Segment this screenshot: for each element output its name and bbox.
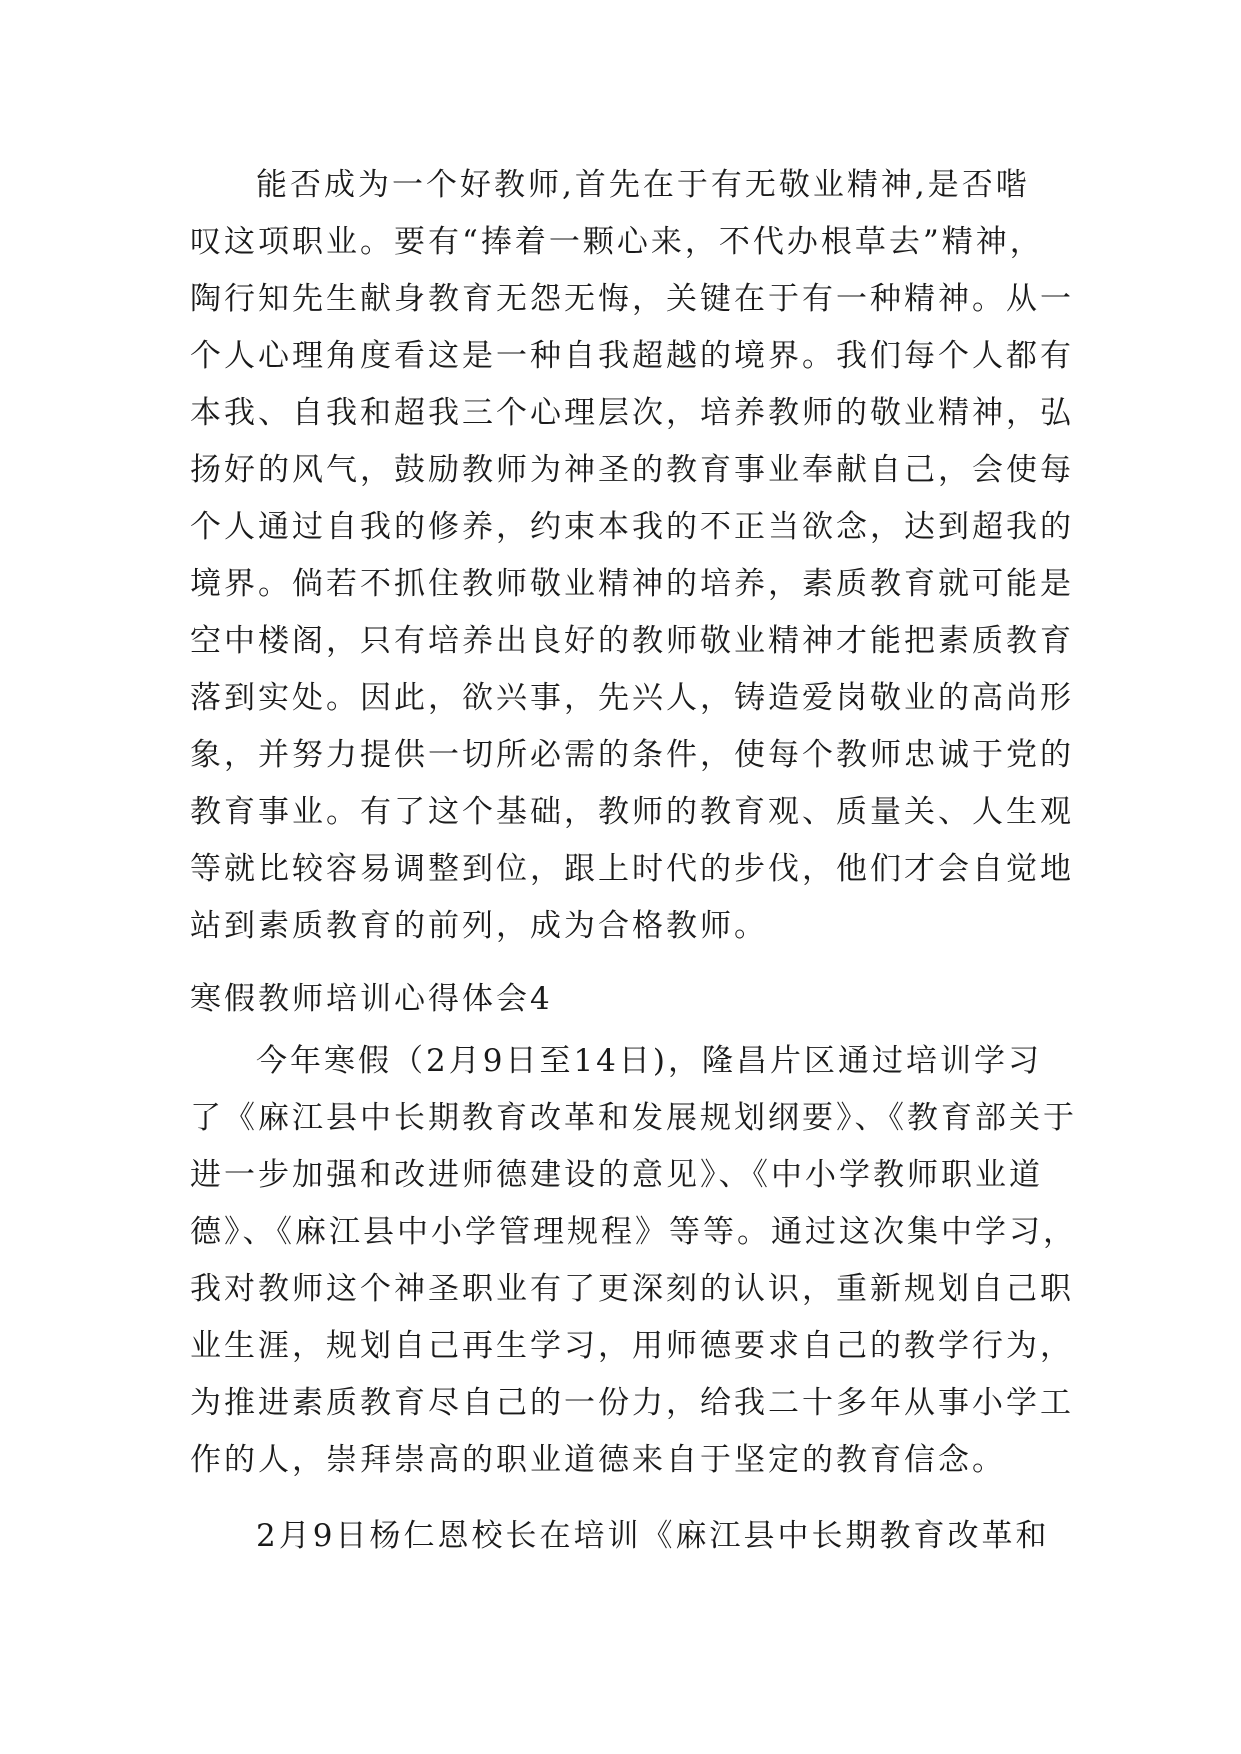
text-line: 为推进素质教育尽自己的一份力，给我二十多年从事小学工 — [190, 1385, 1074, 1421]
text-line: 进一步加强和改进师德建设的意见》、《中小学教师职业道 — [190, 1157, 1043, 1193]
text-line: 叹这项职业。要有“捧着一颗心来，不代办根草去”精神， — [190, 224, 1044, 260]
paragraph-training-day — [190, 1508, 1070, 1565]
text-line: 了《麻江县中长期教育改革和发展规划纲要》、《教育部关于 — [190, 1100, 1077, 1136]
text-line: 2月9日杨仁恩校长在培训《麻江县中长期教育改革和 — [256, 1518, 1050, 1554]
text-line: 扬好的风气，鼓励教师为神圣的教育事业奉献自己，会使每 — [190, 452, 1074, 488]
text-line: 个人心理角度看这是一种自我超越的境界。我们每个人都有 — [190, 338, 1074, 374]
text-line: 境界。倘若不抓住教师敬业精神的培养，素质教育就可能是 — [190, 566, 1074, 602]
text-line: 空中楼阁，只有培养出良好的教师敬业精神才能把素质教育 — [190, 623, 1074, 659]
paragraph-dedication — [190, 157, 1074, 955]
text-line: 等就比较容易调整到位，跟上时代的步伐，他们才会自觉地 — [190, 851, 1074, 887]
text-line: 本我、自我和超我三个心理层次，培养教师的敬业精神，弘 — [190, 395, 1074, 431]
text-line: 站到素质教育的前列，成为合格教师。 — [190, 908, 768, 944]
text-line: 德》、《麻江县中小学管理规程》等等。通过这次集中学习， — [190, 1214, 1077, 1250]
text-line: 我对教师这个神圣职业有了更深刻的认识，重新规划自己职 — [190, 1271, 1074, 1307]
section-heading-text: 寒假教师培训心得体会4 — [190, 981, 553, 1017]
text-line: 作的人，崇拜崇高的职业道德来自于坚定的教育信念。 — [190, 1442, 1006, 1478]
text-line: 个人通过自我的修养，约束本我的不正当欲念，达到超我的 — [190, 509, 1074, 545]
text-line: 今年寒假（2月9日至14日)，隆昌片区通过培训学习 — [256, 1043, 1042, 1079]
text-line: 陶行知先生献身教育无怨无悔，关键在于有一种精神。从一 — [190, 281, 1074, 317]
section-heading — [190, 971, 1070, 1028]
paragraph-winter-training — [190, 1033, 1077, 1489]
text-line: 教育事业。有了这个基础，教师的教育观、质量关、人生观 — [190, 794, 1074, 830]
text-line: 落到实处。因此，欲兴事，先兴人，铸造爱岗敬业的高尚形 — [190, 680, 1074, 716]
text-line: 象，并努力提供一切所必需的条件，使每个教师忠诚于党的 — [190, 737, 1074, 773]
text-line: 业生涯，规划自己再生学习，用师德要求自己的教学行为， — [190, 1328, 1074, 1364]
text-line: 能否成为一个好教师,首先在于有无敬业精神,是否喈 — [256, 167, 1030, 203]
